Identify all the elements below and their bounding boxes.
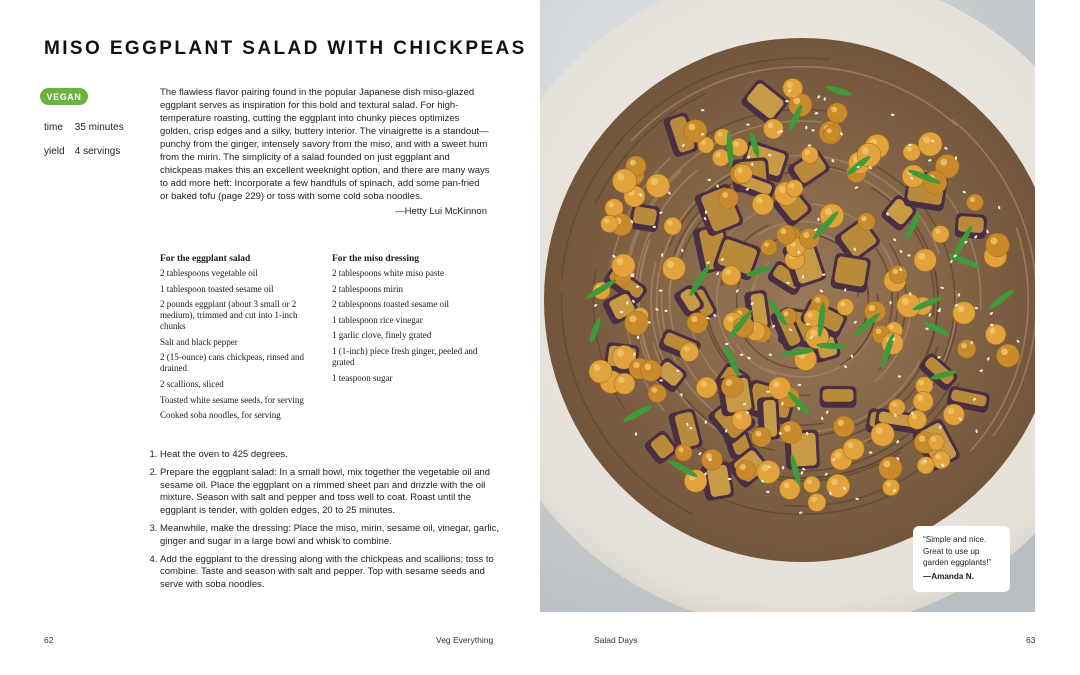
chickpea bbox=[613, 169, 637, 193]
chickpea-highlight bbox=[907, 147, 912, 152]
chickpea-highlight bbox=[737, 168, 743, 174]
chickpea-highlight bbox=[793, 97, 800, 104]
chickpea-highlight bbox=[919, 380, 924, 385]
chickpea bbox=[780, 421, 802, 443]
ingredient-item: 2 pounds eggplant (about 3 small or 2 medium), trimmed and cut into 1-inch chunks bbox=[160, 299, 298, 332]
chickpea bbox=[834, 416, 855, 437]
chickpea-highlight bbox=[961, 343, 967, 349]
page-number-right: 63 bbox=[1026, 635, 1036, 645]
yield-label: yield bbox=[44, 146, 65, 157]
chickpea bbox=[908, 410, 927, 429]
chickpea-highlight bbox=[781, 228, 787, 234]
chickpea-highlight bbox=[725, 269, 731, 275]
chickpea bbox=[827, 103, 847, 123]
ingredient-item: Toasted white sesame seeds, for serving bbox=[160, 394, 304, 405]
miso-dressing-ingredients bbox=[332, 254, 490, 388]
chickpea-highlight bbox=[886, 482, 891, 487]
chickpea bbox=[684, 120, 707, 143]
section-title-left: Veg Everything bbox=[436, 635, 494, 645]
chickpea bbox=[718, 188, 738, 208]
chickpea bbox=[664, 217, 682, 235]
chickpea-highlight bbox=[684, 346, 690, 352]
ingredient-item: 1 teaspoon sugar bbox=[332, 372, 393, 383]
yield-value: 4 servings bbox=[74, 146, 121, 157]
chickpea-highlight bbox=[876, 427, 883, 434]
chickpea-highlight bbox=[679, 447, 684, 452]
chickpea-highlight bbox=[630, 160, 636, 166]
eggplant-salad-ingredients bbox=[160, 254, 318, 426]
chickpea-highlight bbox=[629, 315, 636, 322]
chickpea bbox=[932, 451, 950, 469]
chickpea bbox=[997, 344, 1020, 367]
recipe-title: MISO EGGPLANT SALAD WITH CHICKPEAS bbox=[44, 38, 527, 59]
chickpea-highlight bbox=[893, 269, 898, 274]
chickpea-highlight bbox=[876, 329, 881, 334]
chickpea-highlight bbox=[918, 253, 925, 260]
step-item: 4. Add the eggplant to the dressing along with the chickpeas and scallions; toss to combine. Taste and season with salt and pepper. Top with sesame seeds and serve with soba noodles. bbox=[160, 554, 505, 592]
chickpea-highlight bbox=[609, 202, 614, 207]
chickpea-highlight bbox=[618, 377, 624, 383]
chickpea bbox=[777, 225, 796, 244]
chickpea-highlight bbox=[779, 186, 786, 193]
chickpea-highlight bbox=[940, 159, 947, 166]
chickpea-highlight bbox=[633, 362, 639, 368]
chickpea bbox=[903, 144, 920, 161]
chickpea-highlight bbox=[617, 350, 624, 357]
chickpea-highlight bbox=[773, 381, 780, 388]
chickpea bbox=[871, 423, 894, 446]
ingredient-item: 2 scallions, sliced bbox=[160, 378, 224, 389]
chickpea-highlight bbox=[736, 414, 742, 420]
chickpea bbox=[783, 78, 803, 98]
chickpea-highlight bbox=[722, 192, 728, 198]
chickpea bbox=[712, 149, 729, 166]
chickpea-highlight bbox=[787, 82, 793, 88]
ingredient-item: 1 garlic clove, finely grated bbox=[332, 330, 432, 341]
chickpea bbox=[589, 360, 612, 383]
quote-text: “Simple and nice. Great to use up garden eggplants!” bbox=[923, 535, 992, 567]
chickpea-highlight bbox=[805, 150, 810, 155]
chickpea bbox=[804, 476, 820, 492]
chickpea bbox=[752, 194, 773, 215]
chickpea-highlight bbox=[957, 306, 964, 313]
chickpea bbox=[932, 226, 949, 243]
chickpea bbox=[662, 257, 685, 280]
salad-illustration bbox=[540, 0, 1035, 612]
chickpea-highlight bbox=[970, 197, 975, 202]
chickpea-highlight bbox=[716, 152, 721, 157]
chickpea bbox=[985, 324, 1005, 344]
chickpea-highlight bbox=[902, 298, 909, 305]
chickpea bbox=[928, 434, 944, 450]
chickpea-highlight bbox=[726, 379, 733, 386]
chickpea-highlight bbox=[706, 453, 712, 459]
section-title-right: Salad Days bbox=[594, 635, 638, 645]
chickpea-highlight bbox=[889, 325, 894, 330]
eggplant-piece bbox=[820, 386, 857, 408]
chickpea-highlight bbox=[990, 237, 997, 244]
time-label: time bbox=[44, 122, 63, 133]
chickpea bbox=[913, 391, 933, 411]
ingredient-item: Cooked soba noodles, for serving bbox=[160, 410, 281, 421]
chickpea-highlight bbox=[810, 330, 817, 337]
chickpea bbox=[883, 479, 900, 496]
chickpea bbox=[752, 428, 771, 447]
ingredient-item: 1 tablespoon rice vinegar bbox=[332, 314, 423, 325]
chickpea-highlight bbox=[931, 437, 936, 442]
chickpea-highlight bbox=[784, 425, 791, 432]
chickpea-highlight bbox=[892, 402, 897, 407]
recipe-time bbox=[44, 122, 124, 133]
chickpea-highlight bbox=[847, 442, 853, 448]
chickpea-highlight bbox=[1001, 348, 1008, 355]
chickpea bbox=[648, 384, 666, 402]
chickpea bbox=[858, 213, 875, 230]
chickpea-highlight bbox=[831, 106, 837, 112]
chickpea-highlight bbox=[617, 173, 624, 180]
step-item: 1. Heat the oven to 425 degrees. bbox=[160, 449, 505, 462]
ingredient-item: 2 (15-ounce) cans chickpeas, rinsed and drained bbox=[160, 352, 304, 374]
chickpea bbox=[696, 377, 717, 398]
chickpea-highlight bbox=[827, 128, 832, 133]
chickpea bbox=[769, 377, 791, 399]
chickpea bbox=[943, 404, 964, 425]
step-item: 3. Meanwhile, make the dressing: Place the miso, mirin, sesame oil, vinegar, garlic, ginger and sugar in a large bowl and whisk to combine. bbox=[160, 523, 505, 549]
chickpea-highlight bbox=[869, 305, 875, 311]
chickpea-highlight bbox=[691, 316, 697, 322]
chickpea-highlight bbox=[825, 208, 832, 215]
chickpea-highlight bbox=[761, 464, 768, 471]
ingredient-item: Salt and black pepper bbox=[160, 336, 238, 347]
step-item: 2. Prepare the eggplant salad: In a small bowl, mix together the vegetable oil and sesame oil. Place the eggplant on a rimmed sheet pan and drizzle with the oil mixture. Season with salt and pepper and toss well to coat. Roast until the eggplant is tender, with golden edges, 20 to 25 minutes. bbox=[160, 467, 505, 518]
chickpea bbox=[646, 174, 669, 197]
chickpea-highlight bbox=[756, 431, 762, 437]
chickpea bbox=[918, 132, 942, 156]
chickpea-highlight bbox=[616, 258, 623, 265]
chickpea bbox=[967, 194, 984, 211]
chickpea-highlight bbox=[651, 178, 658, 185]
page-number-left: 62 bbox=[44, 635, 54, 645]
chickpea-highlight bbox=[807, 312, 812, 317]
chickpea-highlight bbox=[936, 454, 941, 459]
chickpea-highlight bbox=[784, 482, 790, 488]
chickpea-highlight bbox=[883, 461, 890, 468]
eggplant-piece bbox=[830, 252, 872, 293]
ingredient-item: 2 tablespoons mirin bbox=[332, 283, 403, 294]
chickpea-highlight bbox=[990, 328, 996, 334]
chickpea-highlight bbox=[604, 218, 609, 223]
chickpea bbox=[914, 249, 936, 271]
quote-author: —Amanda N. bbox=[923, 571, 974, 581]
eggplant-piece bbox=[629, 203, 661, 233]
chickpea-highlight bbox=[764, 242, 769, 247]
chickpea-highlight bbox=[789, 183, 794, 188]
chickpea-highlight bbox=[645, 364, 651, 370]
chickpea-highlight bbox=[803, 232, 809, 238]
chickpea bbox=[614, 373, 635, 394]
chickpea bbox=[675, 444, 692, 461]
chickpea bbox=[986, 233, 1009, 256]
recipe-steps bbox=[145, 449, 505, 597]
chickpea-highlight bbox=[917, 395, 923, 401]
salad-photo bbox=[540, 0, 1035, 612]
chickpea-highlight bbox=[718, 132, 723, 137]
chickpea bbox=[837, 298, 854, 315]
chickpea-highlight bbox=[652, 387, 657, 392]
reader-quote bbox=[913, 526, 1010, 592]
time-value: 35 minutes bbox=[74, 122, 124, 133]
chickpea bbox=[702, 449, 723, 470]
chickpea bbox=[641, 360, 662, 381]
chickpea bbox=[601, 215, 618, 232]
eggplant-piece bbox=[954, 213, 987, 240]
chickpea-highlight bbox=[667, 220, 672, 225]
dressing-ingredients-heading: For the miso dressing bbox=[332, 254, 419, 264]
chickpea-highlight bbox=[783, 311, 788, 316]
chickpea-highlight bbox=[815, 297, 820, 302]
chickpea-highlight bbox=[733, 141, 738, 146]
ingredient-item: 2 tablespoons toasted sesame oil bbox=[332, 299, 449, 310]
chickpea bbox=[757, 460, 780, 483]
chickpea-highlight bbox=[919, 435, 925, 441]
chickpea bbox=[799, 228, 819, 248]
chickpea-highlight bbox=[756, 197, 762, 203]
chickpea-highlight bbox=[667, 261, 674, 268]
chickpea-highlight bbox=[835, 452, 841, 458]
chickpea bbox=[680, 343, 699, 362]
chickpea bbox=[843, 438, 864, 459]
recipe-intro: The flawless flavor pairing found in the popular Japanese dish miso-glazed eggplant serves as inspiration for this bold and textural salad. For high-temperature roasting, cutting the eggplant into chunky pieces optimizes golden, crisp edges and a silky, buttery interior. The vinaigrette is a standout—punchy from the ginger, intensely savory from the miso, and with a sweet hum from the mirin. The simplicity of a salad founded on just eggplant and chickpeas makes this an excellent weeknight option, and there are many ways to add more heft: Incorporate a few handfuls of spinach, add some pan-fried or baked tofu (page 229) or toss with some cold soba noodles. bbox=[160, 87, 490, 202]
chickpea-highlight bbox=[740, 464, 746, 470]
chickpea bbox=[786, 180, 803, 197]
ingredient-item: 2 tablespoons white miso paste bbox=[332, 268, 444, 278]
chickpea bbox=[824, 126, 840, 142]
chickpea-highlight bbox=[689, 124, 696, 131]
chickpea-highlight bbox=[831, 478, 838, 485]
chickpea bbox=[889, 399, 905, 415]
chickpea bbox=[736, 461, 756, 481]
chickpea bbox=[734, 164, 753, 183]
chickpea bbox=[889, 266, 907, 284]
chickpea bbox=[808, 493, 826, 511]
chickpea bbox=[801, 147, 818, 164]
chickpea-highlight bbox=[807, 479, 812, 484]
chickpea-highlight bbox=[948, 408, 954, 414]
chickpea bbox=[687, 312, 708, 333]
chickpea-highlight bbox=[923, 136, 930, 143]
chickpea bbox=[721, 266, 741, 286]
ingredient-item: 1 (1-inch) piece fresh ginger, peeled and grated bbox=[332, 345, 478, 367]
chickpea-highlight bbox=[838, 420, 844, 426]
recipe-byline: —Hetty Lui McKinnon bbox=[395, 206, 487, 217]
chickpea-highlight bbox=[840, 301, 845, 306]
chickpea bbox=[764, 119, 784, 139]
chickpea bbox=[761, 239, 777, 255]
ingredient-item: 1 tablespoon toasted sesame oil bbox=[160, 283, 274, 294]
chickpea bbox=[957, 340, 975, 358]
salad-ingredients-heading: For the eggplant salad bbox=[160, 254, 251, 264]
chickpea bbox=[917, 457, 934, 474]
chickpea-highlight bbox=[861, 216, 866, 221]
chickpea-highlight bbox=[862, 147, 869, 154]
chickpea-highlight bbox=[594, 364, 601, 371]
chickpea-highlight bbox=[811, 497, 816, 502]
recipe-yield bbox=[44, 146, 120, 157]
chickpea bbox=[721, 376, 743, 398]
chickpea bbox=[625, 311, 649, 335]
chickpea-highlight bbox=[700, 381, 706, 387]
chickpea-highlight bbox=[727, 316, 733, 322]
chickpea-highlight bbox=[935, 229, 940, 234]
ingredient-item: 2 tablespoons vegetable oil bbox=[160, 268, 258, 278]
chickpea-highlight bbox=[767, 123, 773, 129]
vegan-badge: VEGAN bbox=[40, 88, 88, 105]
